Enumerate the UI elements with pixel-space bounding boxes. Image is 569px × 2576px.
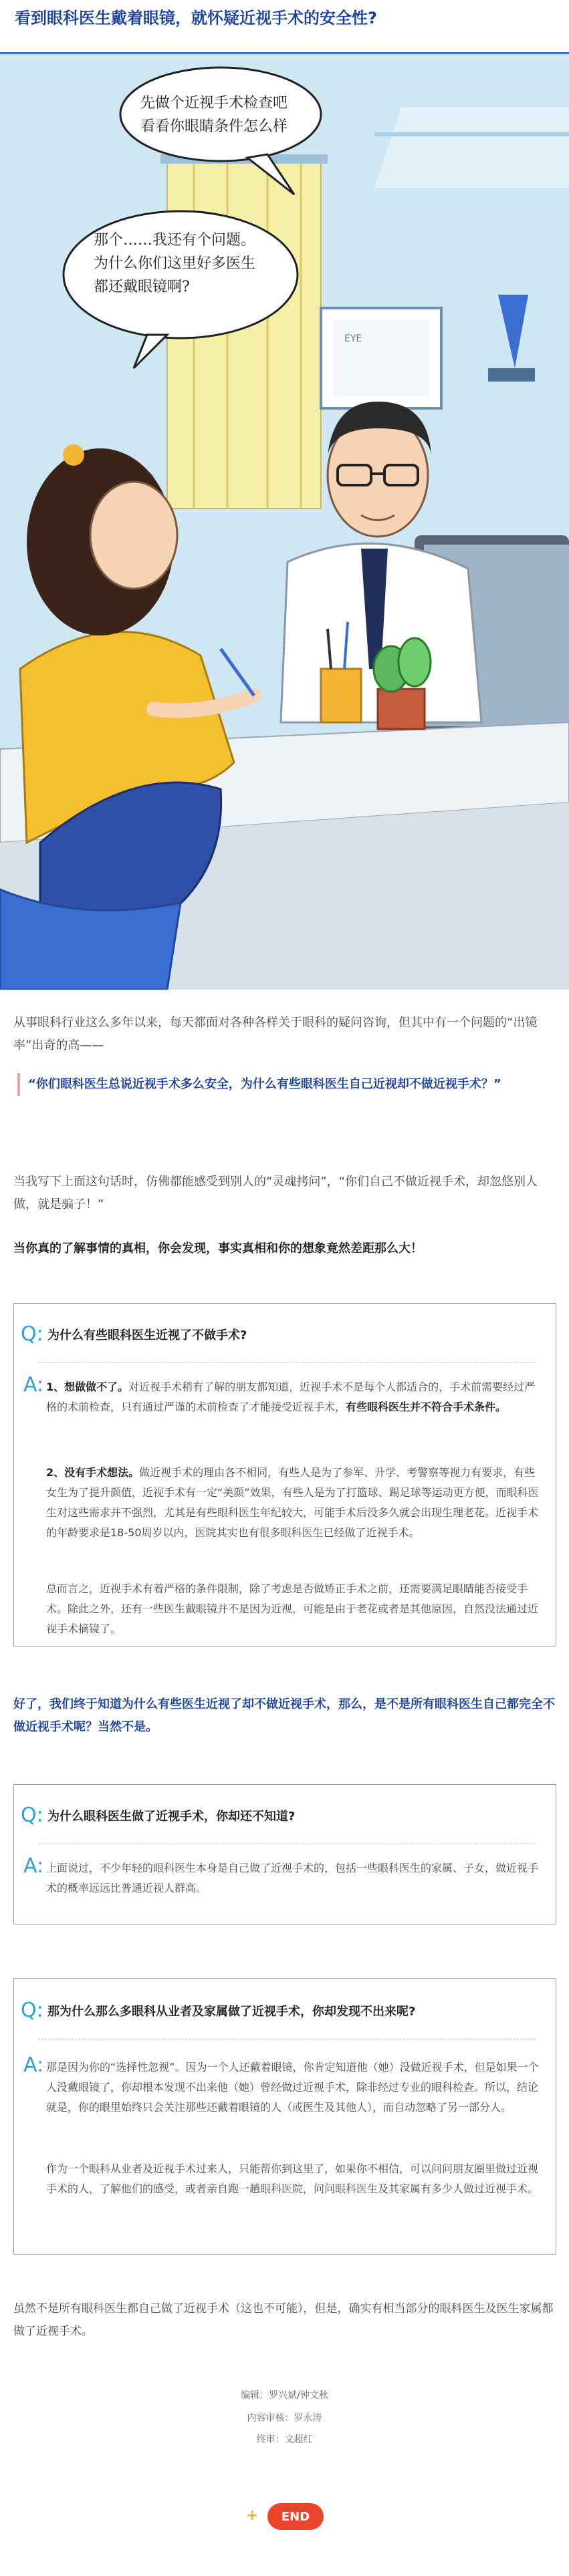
qa1-question: 为什么有些眼科医生近视了不做手术?: [47, 1328, 247, 1342]
qa-box-2: [13, 1784, 556, 1924]
qa3-answer-2: 作为一个眼科从业者及近视手术过来人，只能帮你到这里了，如果你不相信，可以问问朋友圈里做过近视手术的人，了解他们的感受，或者亲自跑一趟眼科医院，问问眼科医生及其家属有多少人做过近视手术。: [46, 2162, 539, 2195]
qa1-answer-3: 总而言之，近视手术有着严格的条件限制，除了考虑是否做矫正手术之前，还需要满足眼睛能否接受手术。除此之外，还有一些医生戴眼镜并不是因为近视，可能是由于老花或者是其他原因，自然没法通过近视手术摘镜了。: [46, 1582, 539, 1635]
qa-box-1: [13, 1303, 556, 1647]
a-icon: A:: [23, 1854, 44, 1878]
qa-box-3: [13, 1978, 556, 2255]
article-headline: 看到眼科医生戴着眼镜，就怀疑近视手术的安全性?: [15, 9, 377, 27]
doctor-bubble-line-2: 看看你眼睛条件怎么样: [140, 118, 288, 135]
credit-final: 终审：文超红: [256, 2434, 313, 2445]
qa2-question: 为什么眼科医生做了近视手术，你却还不知道?: [47, 1809, 296, 1824]
q-icon: Q:: [21, 1804, 43, 1827]
svg-text:EYE: EYE: [344, 333, 362, 344]
cartoon-illustration: [0, 52, 569, 990]
qa1-question-row: [21, 1322, 247, 1346]
intro-bold-line: 当你真的了解事情的真相，你会发现，事实真相和你的想象竟然差距那么大！: [13, 1242, 423, 1256]
intro-paragraph-2: 当我写下上面这句话时，仿佛都能感受到别人的“灵魂拷问”，“你们自己不做近视手术，却忽悠别人做，就是骗子！”: [13, 1175, 538, 1211]
qa1-answer-2-lead: 2、没有手术想法。: [46, 1466, 140, 1479]
qa1-answer-1-bold: 有些眼科医生并不符合手术条件。: [346, 1401, 507, 1413]
intro-paragraph-1: 从事眼科行业这么多年以来，每天都面对各种各样关于眼科的疑问咨询，但其中有一个问题的“出镜率”出奇的高——: [13, 1016, 538, 1052]
end-sparkle-icon: +: [246, 2507, 259, 2524]
patient-bubble-line-2: 为什么你们这里好多医生: [94, 255, 256, 272]
end-badge: END: [267, 2503, 324, 2530]
closing-paragraph: 虽然不是所有眼科医生都自己做了近视手术（这也不可能），但是，确实有相当部分的眼科医生及医生家属都做了近视手术。: [13, 2302, 554, 2338]
q-icon: Q:: [21, 1999, 43, 2022]
qa3-answer-1: 那是因为你的“选择性忽视”。因为一个人还戴着眼镜，你肯定知道他（她）没做近视手术，但是如果一个人没戴眼镜了，你却根本发现不出来他（她）曾经做过近视手术，除非经过专业的眼科检查。所以，结论就是，你的眼里始终只会关注那些还戴着眼镜的人（或医生及其他人），而自动忽略了另一部分人。: [46, 2061, 539, 2114]
a-icon: A:: [23, 1373, 44, 1397]
summary-paragraph: 好了，我们终于知道为什么有些医生近视了却不做近视手术，那么，是不是所有眼科医生自己都完全不做近视手术呢？当然不是。: [13, 1697, 555, 1734]
qa1-answer-2: [46, 1463, 541, 1543]
doctor-bubble-line-1: 先做个近视手术检查吧: [140, 95, 288, 112]
qa3-question-row: [21, 1999, 415, 2022]
a-icon: A:: [23, 2053, 44, 2077]
patient-bubble-line-3: 都还戴眼镜啊?: [94, 279, 190, 295]
credit-editor: 编辑：罗兴斌/钟文秋: [241, 2390, 328, 2401]
qa1-answer-2-text: 做近视手术的理由各不相同，有些人是为了参军、升学、考警察等视力有要求，有些女生为了提升颜值，近视手术有一定“美颜”效果，有些人是为了打篮球、踢足球等运动更方便，而眼科医生对这些需求并不强烈，尤其是有些眼科医生年纪较大，可能手术后没多久就会出现生理老花。近视手术的年龄要求是18-50周岁以内，医院其实也有很多眼科医生已经做了近视手术。: [46, 1466, 539, 1539]
qa1-answer-1-text: 对近视手术稍有了解的朋友都知道，近视手术不是每个人都适合的，手术前需要经过严格的术前检查，只有通过严谨的术前检查了才能接受近视手术，: [46, 1381, 536, 1413]
qa1-answer-1: [46, 1377, 541, 1417]
qa1-answer-1-lead: 1、想做做不了。: [46, 1381, 129, 1393]
qa2-answer: 上面说过，不少年轻的眼科医生本身是自己做了近视手术的，包括一些眼科医生的家属、子女，做近视手术的概率远远比普通近视人群高。: [46, 1862, 539, 1894]
q-icon: Q:: [21, 1322, 43, 1346]
reader-question-quote: “你们眼科医生总说近视手术多么安全，为什么有些眼科医生自己近视却不做近视手术？”: [17, 1073, 563, 1096]
qa3-question: 那为什么那么多眼科从业者及家属做了近视手术，你却发现不出来呢?: [47, 2004, 416, 2019]
credit-reviewer: 内容审核：罗永涛: [247, 2413, 322, 2424]
patient-bubble-line-1: 那个……我还有个问题。: [94, 232, 256, 249]
qa2-question-row: [21, 1804, 295, 1827]
